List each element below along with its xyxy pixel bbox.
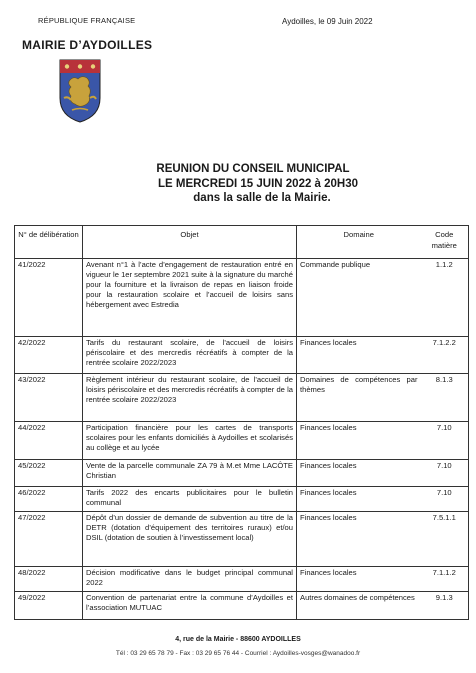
cell-code: 9.1.3 — [421, 592, 469, 620]
crest-lion — [69, 77, 91, 107]
cell-objet: Tarifs 2022 des encarts publicitaires pour le bulletin communal — [83, 487, 297, 512]
cell-domaine: Commande publique — [297, 259, 421, 337]
cell-objet: Règlement intérieur du restaurant scolaire, de l’accueil de loisirs périscolaire et des mercredis récréatifs à compter de la rentrée scolaire 2022/2023 — [83, 374, 297, 422]
cell-objet: Participation financière pour les cartes de transports scolaires pour les enfants domiciliés à Aydoilles et scolarisés au collège et au lycée — [83, 422, 297, 460]
header-domaine: Domaine — [297, 226, 421, 259]
cell-objet: Convention de partenariat entre la commune d’Aydoilles et l’association MUTUAC — [83, 592, 297, 620]
cell-code: 8.1.3 — [421, 374, 469, 422]
table-header-row — [15, 226, 469, 259]
header-code: Code matière — [421, 226, 469, 259]
cell-num: 42/2022 — [15, 337, 83, 374]
cell-num: 43/2022 — [15, 374, 83, 422]
cell-num: 44/2022 — [15, 422, 83, 460]
mairie-title: MAIRIE D’AYDOILLES — [22, 38, 153, 52]
republique-label: RÉPUBLIQUE FRANÇAISE — [38, 16, 136, 25]
cell-domaine: Finances locales — [297, 567, 421, 592]
cell-objet: Tarifs du restaurant scolaire, de l’accueil de loisirs périscolaire et des mercredis récréatifs à compter de la rentrée scolaire 2022/2023 — [83, 337, 297, 374]
table-row — [15, 460, 469, 487]
cell-code: 7.10 — [421, 422, 469, 460]
meeting-heading — [0, 162, 476, 206]
cell-num: 45/2022 — [15, 460, 83, 487]
cell-objet: Décision modificative dans le budget principal communal 2022 — [83, 567, 297, 592]
cell-num: 46/2022 — [15, 487, 83, 512]
document-date: Aydoilles, le 09 Juin 2022 — [282, 17, 373, 26]
table-row — [15, 592, 469, 620]
table-row — [15, 374, 469, 422]
table-row — [15, 337, 469, 374]
cell-domaine: Finances locales — [297, 460, 421, 487]
cell-objet: Avenant n°1 à l’acte d’engagement de restauration entré en vigueur le 1er septembre 2021 suite à la signature du marché pour la fourniture et la livraison de repas en liaison froide pour la restauration scolaire et l’accueil de loisirs sans hébergement avec Estredia — [83, 259, 297, 337]
header-num: N° de délibération — [15, 226, 83, 259]
footer-contact: Tél : 03 29 65 78 79 - Fax : 03 29 65 76 44 - Courriel : Aydoilles-vosges@wanadoo.fr — [115, 650, 361, 657]
coat-of-arms-icon — [58, 58, 102, 124]
cell-domaine: Finances locales — [297, 422, 421, 460]
cell-num: 47/2022 — [15, 512, 83, 567]
cell-domaine: Finances locales — [297, 487, 421, 512]
footer-address: 4, rue de la Mairie - 88600 AYDOILLES — [175, 636, 301, 643]
table-row — [15, 259, 469, 337]
table-row — [15, 487, 469, 512]
cell-domaine: Finances locales — [297, 337, 421, 374]
cell-num: 49/2022 — [15, 592, 83, 620]
cell-code: 7.10 — [421, 487, 469, 512]
cell-domaine: Autres domaines de compétences — [297, 592, 421, 620]
meeting-title: REUNION DU CONSEIL MUNICIPAL — [156, 163, 350, 175]
table-row — [15, 567, 469, 592]
cell-code: 1.1.2 — [421, 259, 469, 337]
table-row — [15, 422, 469, 460]
cell-domaine: Finances locales — [297, 512, 421, 567]
meeting-date: LE MERCREDI 15 JUIN 2022 à 20H30 — [157, 177, 359, 190]
cell-num: 41/2022 — [15, 259, 83, 337]
cell-code: 7.1.2.2 — [421, 337, 469, 374]
cell-code: 7.10 — [421, 460, 469, 487]
cell-num: 48/2022 — [15, 567, 83, 592]
table-row — [15, 512, 469, 567]
cell-code: 7.1.1.2 — [421, 567, 469, 592]
meeting-location: dans la salle de la Mairie. — [193, 192, 331, 204]
cell-domaine: Domaines de compétences par thèmes — [297, 374, 421, 422]
deliberations-table — [14, 225, 469, 620]
cell-code: 7.5.1.1 — [421, 512, 469, 567]
cell-objet: Dépôt d’un dossier de demande de subvention au titre de la DETR (dotation d’équipement des territoires ruraux) et/ou DSIL (dotation de soutien à l’investissement local) — [83, 512, 297, 567]
cell-objet: Vente de la parcelle communale ZA 79 à M.et Mme LACÔTE Christian — [83, 460, 297, 487]
header-objet: Objet — [83, 226, 297, 259]
